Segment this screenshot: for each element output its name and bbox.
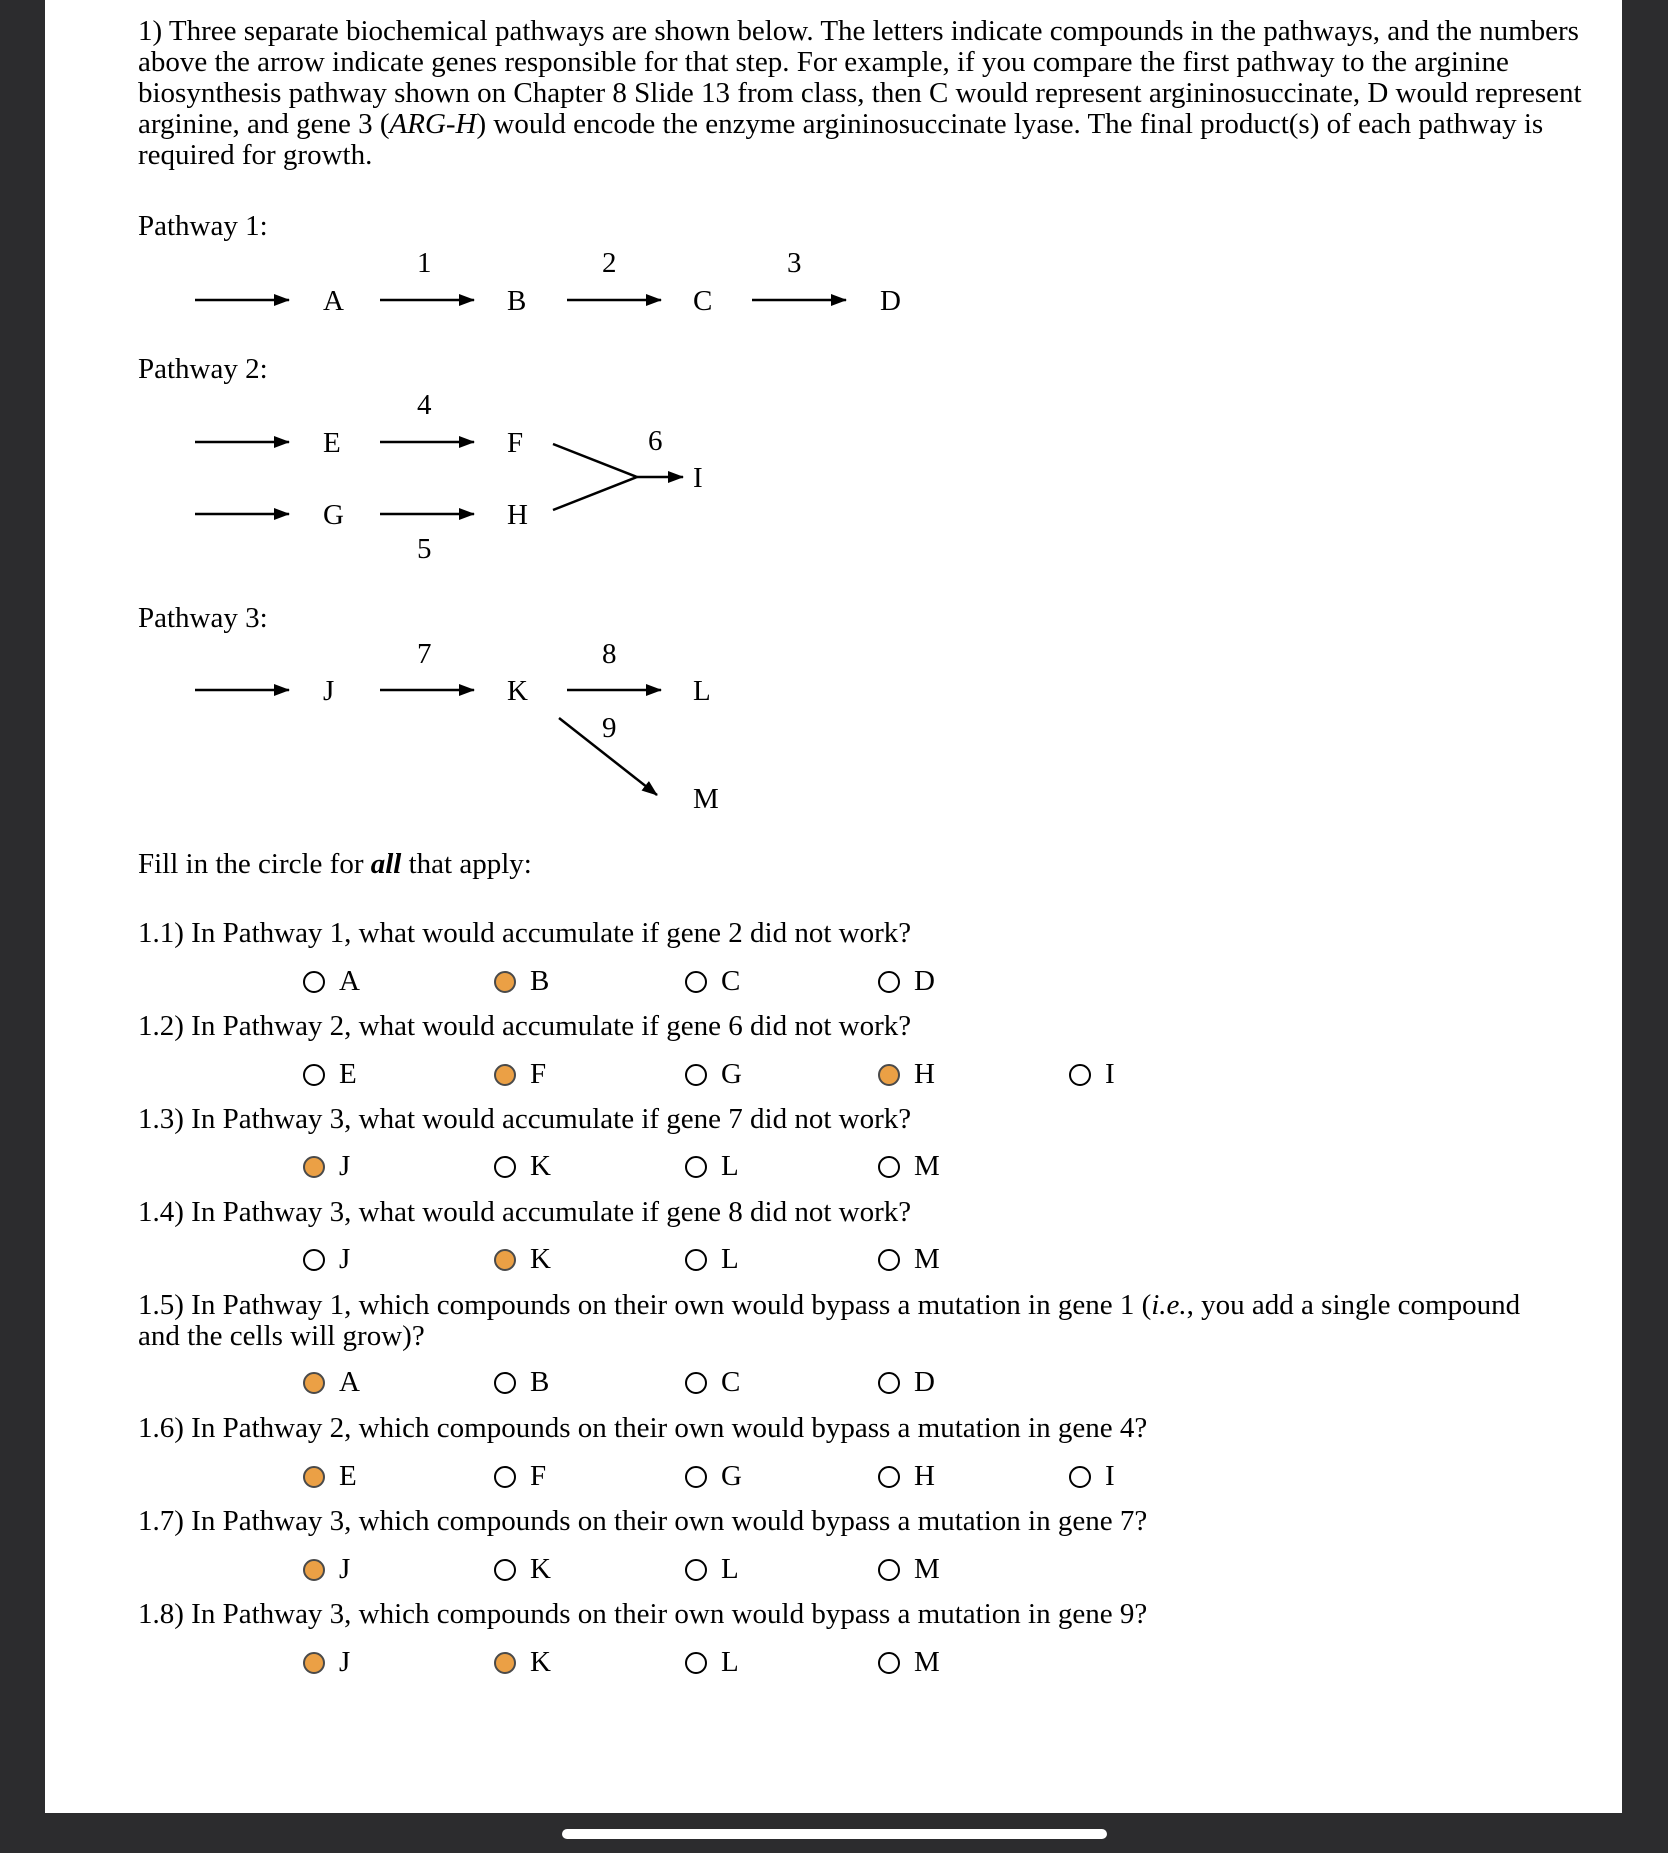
empty-circle-icon[interactable] [494, 1156, 516, 1178]
option-label: C [721, 965, 741, 997]
option-6-H[interactable] [878, 1460, 935, 1493]
option-5-B[interactable] [494, 1366, 549, 1399]
option-3-J[interactable] [303, 1150, 350, 1183]
empty-circle-icon[interactable] [878, 1466, 900, 1488]
gene-7-label: 7 [417, 638, 432, 670]
compound-I: I [693, 462, 703, 494]
option-label: M [914, 1243, 940, 1275]
option-label: B [530, 1366, 550, 1398]
option-7-M[interactable] [878, 1553, 940, 1586]
question-1-2-options [45, 1058, 1622, 1092]
option-label: L [721, 1243, 739, 1275]
intro-gene-name: ARG-H [389, 108, 477, 140]
option-5-C[interactable] [685, 1366, 740, 1399]
gene-6-label: 6 [648, 425, 663, 457]
option-1-C[interactable] [685, 965, 740, 998]
empty-circle-icon[interactable] [685, 1652, 707, 1674]
question-1-1: 1.1) In Pathway 1, what would accumulate if gene 2 did not work? [138, 917, 912, 949]
option-label: E [339, 1058, 357, 1090]
option-8-J[interactable] [303, 1646, 350, 1679]
intro-text-end: ) would encode the enzyme argininosuccinate lyase. The final product(s) of each pathway is required for growth. [138, 108, 1544, 171]
filled-circle-icon[interactable] [878, 1064, 900, 1086]
empty-circle-icon[interactable] [878, 1249, 900, 1271]
option-label: A [339, 965, 360, 997]
option-label: F [530, 1058, 547, 1090]
option-8-L[interactable] [685, 1646, 739, 1679]
compound-D: D [880, 285, 901, 317]
option-label: M [914, 1150, 940, 1182]
option-4-M[interactable] [878, 1243, 940, 1276]
compound-F: F [507, 427, 524, 459]
option-6-F[interactable] [494, 1460, 546, 1493]
empty-circle-icon[interactable] [878, 1559, 900, 1581]
option-label: L [721, 1150, 739, 1182]
empty-circle-icon[interactable] [685, 1372, 707, 1394]
filled-circle-icon[interactable] [494, 1064, 516, 1086]
option-label: D [914, 1366, 935, 1398]
question-1-2: 1.2) In Pathway 2, what would accumulate if gene 6 did not work? [138, 1010, 912, 1042]
empty-circle-icon[interactable] [494, 1372, 516, 1394]
option-6-E[interactable] [303, 1460, 357, 1493]
question-1-5 [138, 1290, 1558, 1352]
option-2-I[interactable] [1069, 1058, 1115, 1091]
question-1-1-options [45, 965, 1622, 999]
option-label: L [721, 1553, 739, 1585]
empty-circle-icon[interactable] [494, 1466, 516, 1488]
question-1-7: 1.7) In Pathway 3, which compounds on their own would bypass a mutation in gene 7? [138, 1505, 1148, 1537]
question-1-8-options [45, 1646, 1622, 1680]
question-1-5-options [45, 1366, 1622, 1400]
option-2-E[interactable] [303, 1058, 357, 1091]
filled-circle-icon[interactable] [494, 971, 516, 993]
compound-L: L [693, 675, 711, 707]
question-1-8: 1.8) In Pathway 3, which compounds on their own would bypass a mutation in gene 9? [138, 1598, 1148, 1630]
empty-circle-icon[interactable] [494, 1559, 516, 1581]
option-label: J [339, 1243, 351, 1275]
empty-circle-icon[interactable] [1069, 1064, 1091, 1086]
option-label: D [914, 965, 935, 997]
option-label: I [1105, 1058, 1115, 1090]
filled-circle-icon[interactable] [303, 1559, 325, 1581]
option-3-K[interactable] [494, 1150, 551, 1183]
option-3-M[interactable] [878, 1150, 940, 1183]
option-8-K[interactable] [494, 1646, 551, 1679]
gene-3-label: 3 [787, 247, 802, 279]
option-2-H[interactable] [878, 1058, 935, 1091]
filled-circle-icon[interactable] [303, 1372, 325, 1394]
compound-A: A [323, 285, 344, 317]
empty-circle-icon[interactable] [685, 1249, 707, 1271]
option-label: H [914, 1460, 935, 1492]
instructions-pre: Fill in the circle for [138, 848, 371, 880]
option-4-K[interactable] [494, 1243, 551, 1276]
option-label: B [530, 965, 550, 997]
pathway-1-title: Pathway 1: [138, 210, 268, 242]
option-label: G [721, 1460, 742, 1492]
filled-circle-icon[interactable] [303, 1466, 325, 1488]
home-indicator[interactable] [562, 1829, 1107, 1839]
compound-K: K [507, 675, 528, 707]
compound-G: G [323, 499, 344, 531]
option-label: A [339, 1366, 360, 1398]
option-4-L[interactable] [685, 1243, 739, 1276]
option-5-D[interactable] [878, 1366, 935, 1399]
empty-circle-icon[interactable] [878, 1372, 900, 1394]
compound-C: C [693, 285, 713, 317]
intro-text: 1) Three separate biochemical pathways are shown below. The letters indicate compounds in the pathways, and the numbers above the arrow indicate genes responsible for that step. For example, if you compare the first pathway to the arginine biosynthesis pathway shown on Chapter 8 Slide 13 from class, then C would represent argininosuccinate, D would represent arginine, and gene 3 ( [138, 15, 1582, 140]
empty-circle-icon[interactable] [685, 1559, 707, 1581]
option-label: E [339, 1460, 357, 1492]
question-1-6: 1.6) In Pathway 2, which compounds on their own would bypass a mutation in gene 4? [138, 1412, 1148, 1444]
option-label: J [339, 1150, 351, 1182]
gene-8-label: 8 [602, 638, 617, 670]
question-1-5-text: 1.5) In Pathway 1, which compounds on their own would bypass a mutation in gene 1 ( [138, 1289, 1152, 1321]
option-label: K [530, 1646, 551, 1678]
option-4-J[interactable] [303, 1243, 350, 1276]
filled-circle-icon[interactable] [494, 1249, 516, 1271]
empty-circle-icon[interactable] [303, 971, 325, 993]
compound-H: H [507, 499, 528, 531]
option-6-I[interactable] [1069, 1460, 1115, 1493]
option-label: M [914, 1646, 940, 1678]
question-1-3-options [45, 1150, 1622, 1184]
option-label: J [339, 1646, 351, 1678]
empty-circle-icon[interactable] [685, 1156, 707, 1178]
empty-circle-icon[interactable] [878, 1156, 900, 1178]
empty-circle-icon[interactable] [685, 971, 707, 993]
gene-5-label: 5 [417, 533, 432, 565]
worksheet-page [45, 0, 1622, 1813]
option-label: K [530, 1553, 551, 1585]
question-1-7-options [45, 1553, 1622, 1587]
option-2-G[interactable] [685, 1058, 742, 1091]
question-1-5-text-end: , you add a single compound and the cells will grow)? [138, 1289, 1521, 1352]
pathway-3-title: Pathway 3: [138, 602, 268, 634]
option-1-A[interactable] [303, 965, 360, 998]
instructions-emphasis: all [370, 848, 402, 880]
question-1-4: 1.4) In Pathway 3, what would accumulate if gene 8 did not work? [138, 1196, 912, 1228]
empty-circle-icon[interactable] [878, 1652, 900, 1674]
question-1-3: 1.3) In Pathway 3, what would accumulate if gene 7 did not work? [138, 1103, 912, 1135]
option-8-M[interactable] [878, 1646, 940, 1679]
option-label: K [530, 1243, 551, 1275]
option-label: L [721, 1646, 739, 1678]
option-label: J [339, 1553, 351, 1585]
gene-4-label: 4 [417, 389, 432, 421]
option-label: F [530, 1460, 547, 1492]
empty-circle-icon[interactable] [303, 1064, 325, 1086]
empty-circle-icon[interactable] [1069, 1466, 1091, 1488]
gene-9-label: 9 [602, 712, 617, 744]
pathway-3-diagram [45, 0, 1622, 820]
option-7-J[interactable] [303, 1553, 350, 1586]
question-1-5-italic: i.e. [1151, 1289, 1187, 1321]
option-1-B[interactable] [494, 965, 549, 998]
option-7-K[interactable] [494, 1553, 551, 1586]
option-6-G[interactable] [685, 1460, 742, 1493]
empty-circle-icon[interactable] [685, 1064, 707, 1086]
compound-E: E [323, 427, 341, 459]
option-2-F[interactable] [494, 1058, 546, 1091]
option-label: I [1105, 1460, 1115, 1492]
option-1-D[interactable] [878, 965, 935, 998]
option-7-L[interactable] [685, 1553, 739, 1586]
filled-circle-icon[interactable] [494, 1652, 516, 1674]
compound-B: B [507, 285, 527, 317]
option-label: G [721, 1058, 742, 1090]
option-label: K [530, 1150, 551, 1182]
empty-circle-icon[interactable] [303, 1249, 325, 1271]
instructions-post: that apply: [401, 848, 532, 880]
option-5-A[interactable] [303, 1366, 360, 1399]
pathway-2-title: Pathway 2: [138, 353, 268, 385]
filled-circle-icon[interactable] [303, 1652, 325, 1674]
option-label: C [721, 1366, 741, 1398]
option-3-L[interactable] [685, 1150, 739, 1183]
option-label: H [914, 1058, 935, 1090]
option-label: M [914, 1553, 940, 1585]
question-1-4-options [45, 1243, 1622, 1277]
question-1-6-options [45, 1460, 1622, 1494]
empty-circle-icon[interactable] [878, 971, 900, 993]
empty-circle-icon[interactable] [685, 1466, 707, 1488]
instructions [138, 848, 532, 881]
gene-1-label: 1 [417, 247, 432, 279]
compound-M: M [693, 783, 719, 815]
gene-2-label: 2 [602, 247, 617, 279]
compound-J: J [323, 675, 335, 707]
filled-circle-icon[interactable] [303, 1156, 325, 1178]
